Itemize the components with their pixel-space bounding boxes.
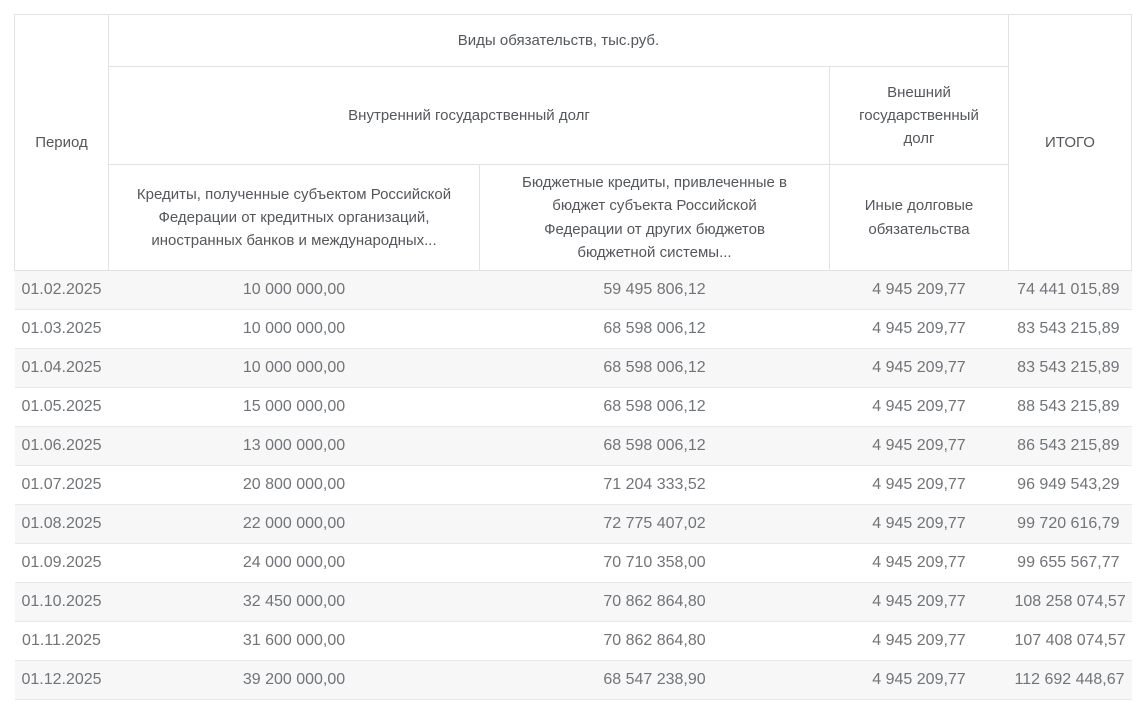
- budget-credits-cell: 68 598 006,12: [480, 427, 830, 466]
- table-row: [15, 661, 1132, 700]
- credits-cell: 24 000 000,00: [109, 544, 480, 583]
- table-row: [15, 310, 1132, 349]
- period-cell: 01.11.2025: [15, 622, 109, 661]
- table-row: [15, 271, 1132, 310]
- table-row: [15, 505, 1132, 544]
- other-obligations-cell: 4 945 209,77: [830, 544, 1009, 583]
- column-header-budget-credits: Бюджетные кредиты, привлеченные в бюджет субъекта Российской Федерации от других бюджетов бюджетной системы...: [480, 165, 830, 271]
- budget-credits-cell: 70 862 864,80: [480, 583, 830, 622]
- other-obligations-cell: 4 945 209,77: [830, 583, 1009, 622]
- other-obligations-cell: 4 945 209,77: [830, 427, 1009, 466]
- other-obligations-cell: 4 945 209,77: [830, 388, 1009, 427]
- credits-cell: 10 000 000,00: [109, 310, 480, 349]
- budget-credits-cell: 70 710 358,00: [480, 544, 830, 583]
- total-cell: 96 949 543,29: [1009, 466, 1132, 505]
- debt-table-body: [15, 271, 1132, 700]
- period-cell: 01.06.2025: [15, 427, 109, 466]
- other-obligations-cell: 4 945 209,77: [830, 310, 1009, 349]
- header-row-subcolumns: [15, 165, 1132, 271]
- total-cell: 99 720 616,79: [1009, 505, 1132, 544]
- table-row: [15, 466, 1132, 505]
- budget-credits-cell: 59 495 806,12: [480, 271, 830, 310]
- period-cell: 01.07.2025: [15, 466, 109, 505]
- table-row: [15, 388, 1132, 427]
- total-cell: 74 441 015,89: [1009, 271, 1132, 310]
- table-row: [15, 622, 1132, 661]
- total-cell: 108 258 074,57: [1009, 583, 1132, 622]
- column-header-other-obligations: Иные долговые обязательства: [830, 165, 1009, 271]
- total-cell: 83 543 215,89: [1009, 349, 1132, 388]
- table-row: [15, 427, 1132, 466]
- debt-table: [14, 14, 1132, 700]
- debt-table-header: [15, 15, 1132, 271]
- total-cell: 86 543 215,89: [1009, 427, 1132, 466]
- other-obligations-cell: 4 945 209,77: [830, 271, 1009, 310]
- other-obligations-cell: 4 945 209,77: [830, 661, 1009, 700]
- column-header-credits: Кредиты, полученные субъектом Российской Федерации от кредитных организаций, иностранных банков и международных...: [109, 165, 480, 271]
- period-cell: 01.10.2025: [15, 583, 109, 622]
- budget-credits-cell: 71 204 333,52: [480, 466, 830, 505]
- period-cell: 01.05.2025: [15, 388, 109, 427]
- budget-credits-cell: 68 598 006,12: [480, 349, 830, 388]
- header-row-debt-kind: [15, 67, 1132, 165]
- column-header-total: ИТОГО: [1009, 15, 1132, 271]
- total-cell: 112 692 448,67: [1009, 661, 1132, 700]
- other-obligations-cell: 4 945 209,77: [830, 622, 1009, 661]
- credits-cell: 32 450 000,00: [109, 583, 480, 622]
- period-cell: 01.09.2025: [15, 544, 109, 583]
- credits-cell: 22 000 000,00: [109, 505, 480, 544]
- credits-cell: 20 800 000,00: [109, 466, 480, 505]
- other-obligations-cell: 4 945 209,77: [830, 349, 1009, 388]
- period-cell: 01.12.2025: [15, 661, 109, 700]
- budget-credits-cell: 68 598 006,12: [480, 388, 830, 427]
- credits-cell: 31 600 000,00: [109, 622, 480, 661]
- table-row: [15, 583, 1132, 622]
- budget-credits-cell: 68 598 006,12: [480, 310, 830, 349]
- total-cell: 83 543 215,89: [1009, 310, 1132, 349]
- budget-credits-cell: 70 862 864,80: [480, 622, 830, 661]
- credits-cell: 15 000 000,00: [109, 388, 480, 427]
- budget-credits-cell: 68 547 238,90: [480, 661, 830, 700]
- period-cell: 01.03.2025: [15, 310, 109, 349]
- table-row: [15, 544, 1132, 583]
- credits-cell: 13 000 000,00: [109, 427, 480, 466]
- debt-table-container: [14, 14, 1131, 700]
- period-cell: 01.02.2025: [15, 271, 109, 310]
- period-cell: 01.04.2025: [15, 349, 109, 388]
- total-cell: 99 655 567,77: [1009, 544, 1132, 583]
- total-cell: 88 543 215,89: [1009, 388, 1132, 427]
- credits-cell: 10 000 000,00: [109, 271, 480, 310]
- other-obligations-cell: 4 945 209,77: [830, 466, 1009, 505]
- period-cell: 01.08.2025: [15, 505, 109, 544]
- column-group-internal-debt: Внутренний государственный долг: [109, 67, 830, 165]
- budget-credits-cell: 72 775 407,02: [480, 505, 830, 544]
- credits-cell: 39 200 000,00: [109, 661, 480, 700]
- column-header-period: Период: [15, 15, 109, 271]
- total-cell: 107 408 074,57: [1009, 622, 1132, 661]
- column-group-external-debt: Внешний государственный долг: [830, 67, 1009, 165]
- other-obligations-cell: 4 945 209,77: [830, 505, 1009, 544]
- credits-cell: 10 000 000,00: [109, 349, 480, 388]
- table-row: [15, 349, 1132, 388]
- header-row-group: [15, 15, 1132, 67]
- column-group-obligation-types: Виды обязательств, тыс.руб.: [109, 15, 1009, 67]
